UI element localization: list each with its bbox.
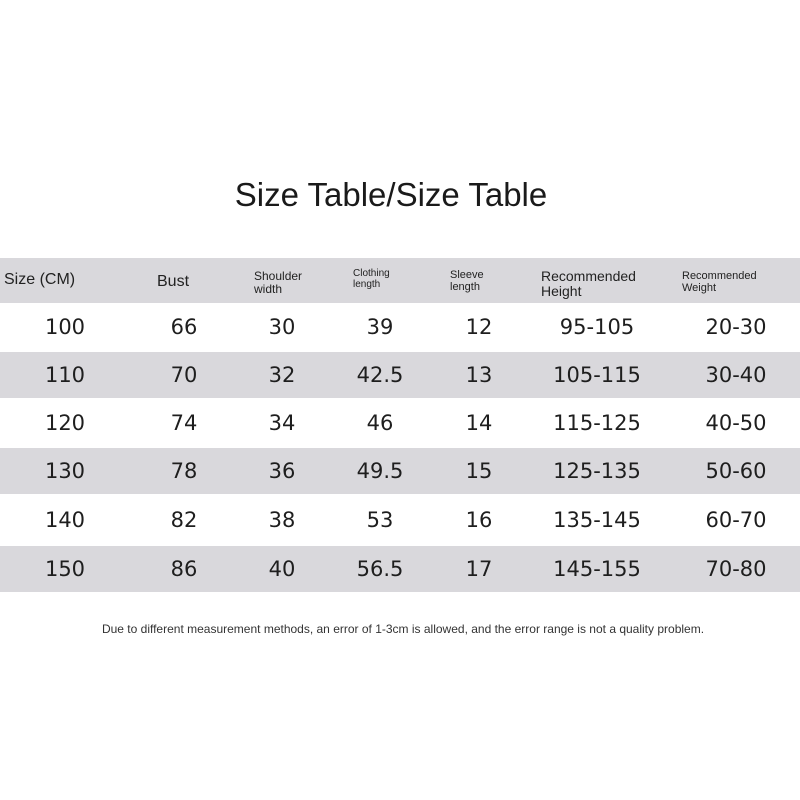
table-row xyxy=(0,546,800,592)
header-clothing-line1: Clothing xyxy=(353,268,390,279)
cell-shoulder: 36 xyxy=(268,459,296,483)
header-recommended-weight xyxy=(682,271,757,294)
header-weight-line2: Weight xyxy=(682,281,717,294)
table-row xyxy=(0,304,800,350)
header-shoulder-line1: Shoulder xyxy=(254,269,303,283)
measurement-note: Due to different measurement methods, an error of 1-3cm is allowed, and the error range is not a quality problem. xyxy=(101,622,705,636)
cell-height: 125-135 xyxy=(553,459,641,483)
cell-size: 100 xyxy=(44,315,86,339)
table-row xyxy=(0,400,800,446)
cell-clothing-length: 46 xyxy=(366,411,394,435)
cell-size: 150 xyxy=(44,557,86,581)
cell-sleeve-length: 13 xyxy=(465,363,493,387)
table-row xyxy=(0,352,800,398)
cell-bust: 86 xyxy=(170,557,198,581)
header-height-line1: Recommended xyxy=(541,268,636,284)
cell-weight: 30-40 xyxy=(705,363,767,387)
cell-bust: 82 xyxy=(170,508,198,532)
cell-shoulder: 34 xyxy=(268,411,296,435)
cell-weight: 70-80 xyxy=(705,557,767,581)
cell-height: 135-145 xyxy=(553,508,641,532)
cell-bust: 70 xyxy=(170,363,198,387)
cell-clothing-length: 49.5 xyxy=(356,459,404,483)
header-bust: Bust xyxy=(157,273,190,290)
cell-clothing-length: 42.5 xyxy=(356,363,404,387)
cell-clothing-length: 53 xyxy=(366,508,394,532)
cell-size: 120 xyxy=(44,411,86,435)
cell-bust: 66 xyxy=(170,315,198,339)
cell-height: 95-105 xyxy=(559,315,635,339)
page-title: Size Table/Size Table xyxy=(234,176,548,213)
cell-weight: 20-30 xyxy=(705,315,767,339)
cell-sleeve-length: 12 xyxy=(465,315,493,339)
cell-weight: 50-60 xyxy=(705,459,767,483)
cell-size: 110 xyxy=(44,363,86,387)
cell-height: 115-125 xyxy=(553,411,641,435)
header-recommended-height xyxy=(541,269,636,298)
cell-shoulder: 40 xyxy=(268,557,296,581)
header-size: Size (CM) xyxy=(4,271,76,288)
table-row xyxy=(0,448,800,494)
cell-height: 105-115 xyxy=(553,363,641,387)
cell-weight: 60-70 xyxy=(705,508,767,532)
cell-sleeve-length: 17 xyxy=(465,557,493,581)
header-sleeve-length xyxy=(450,270,484,293)
header-sleeve-line2: length xyxy=(450,280,480,293)
cell-size: 130 xyxy=(44,459,86,483)
table-header xyxy=(0,258,800,303)
cell-shoulder: 30 xyxy=(268,315,296,339)
cell-sleeve-length: 16 xyxy=(465,508,493,532)
cell-clothing-length: 39 xyxy=(366,315,394,339)
cell-shoulder: 38 xyxy=(268,508,296,532)
cell-weight: 40-50 xyxy=(705,411,767,435)
header-clothing-line2: length xyxy=(353,278,381,290)
cell-sleeve-length: 14 xyxy=(465,411,493,435)
cell-bust: 78 xyxy=(170,459,198,483)
table-row xyxy=(0,497,800,543)
header-sleeve-line1: Sleeve xyxy=(450,269,484,281)
cell-clothing-length: 56.5 xyxy=(356,557,404,581)
cell-bust: 74 xyxy=(170,411,198,435)
header-clothing-length xyxy=(353,269,390,290)
header-shoulder-line2: width xyxy=(254,281,283,296)
cell-shoulder: 32 xyxy=(268,363,296,387)
header-shoulder-width xyxy=(254,270,302,295)
header-weight-line1: Recommended xyxy=(682,270,757,282)
cell-size: 140 xyxy=(44,508,86,532)
cell-height: 145-155 xyxy=(553,557,641,581)
cell-sleeve-length: 15 xyxy=(465,459,493,483)
header-height-line2: Height xyxy=(541,282,582,299)
